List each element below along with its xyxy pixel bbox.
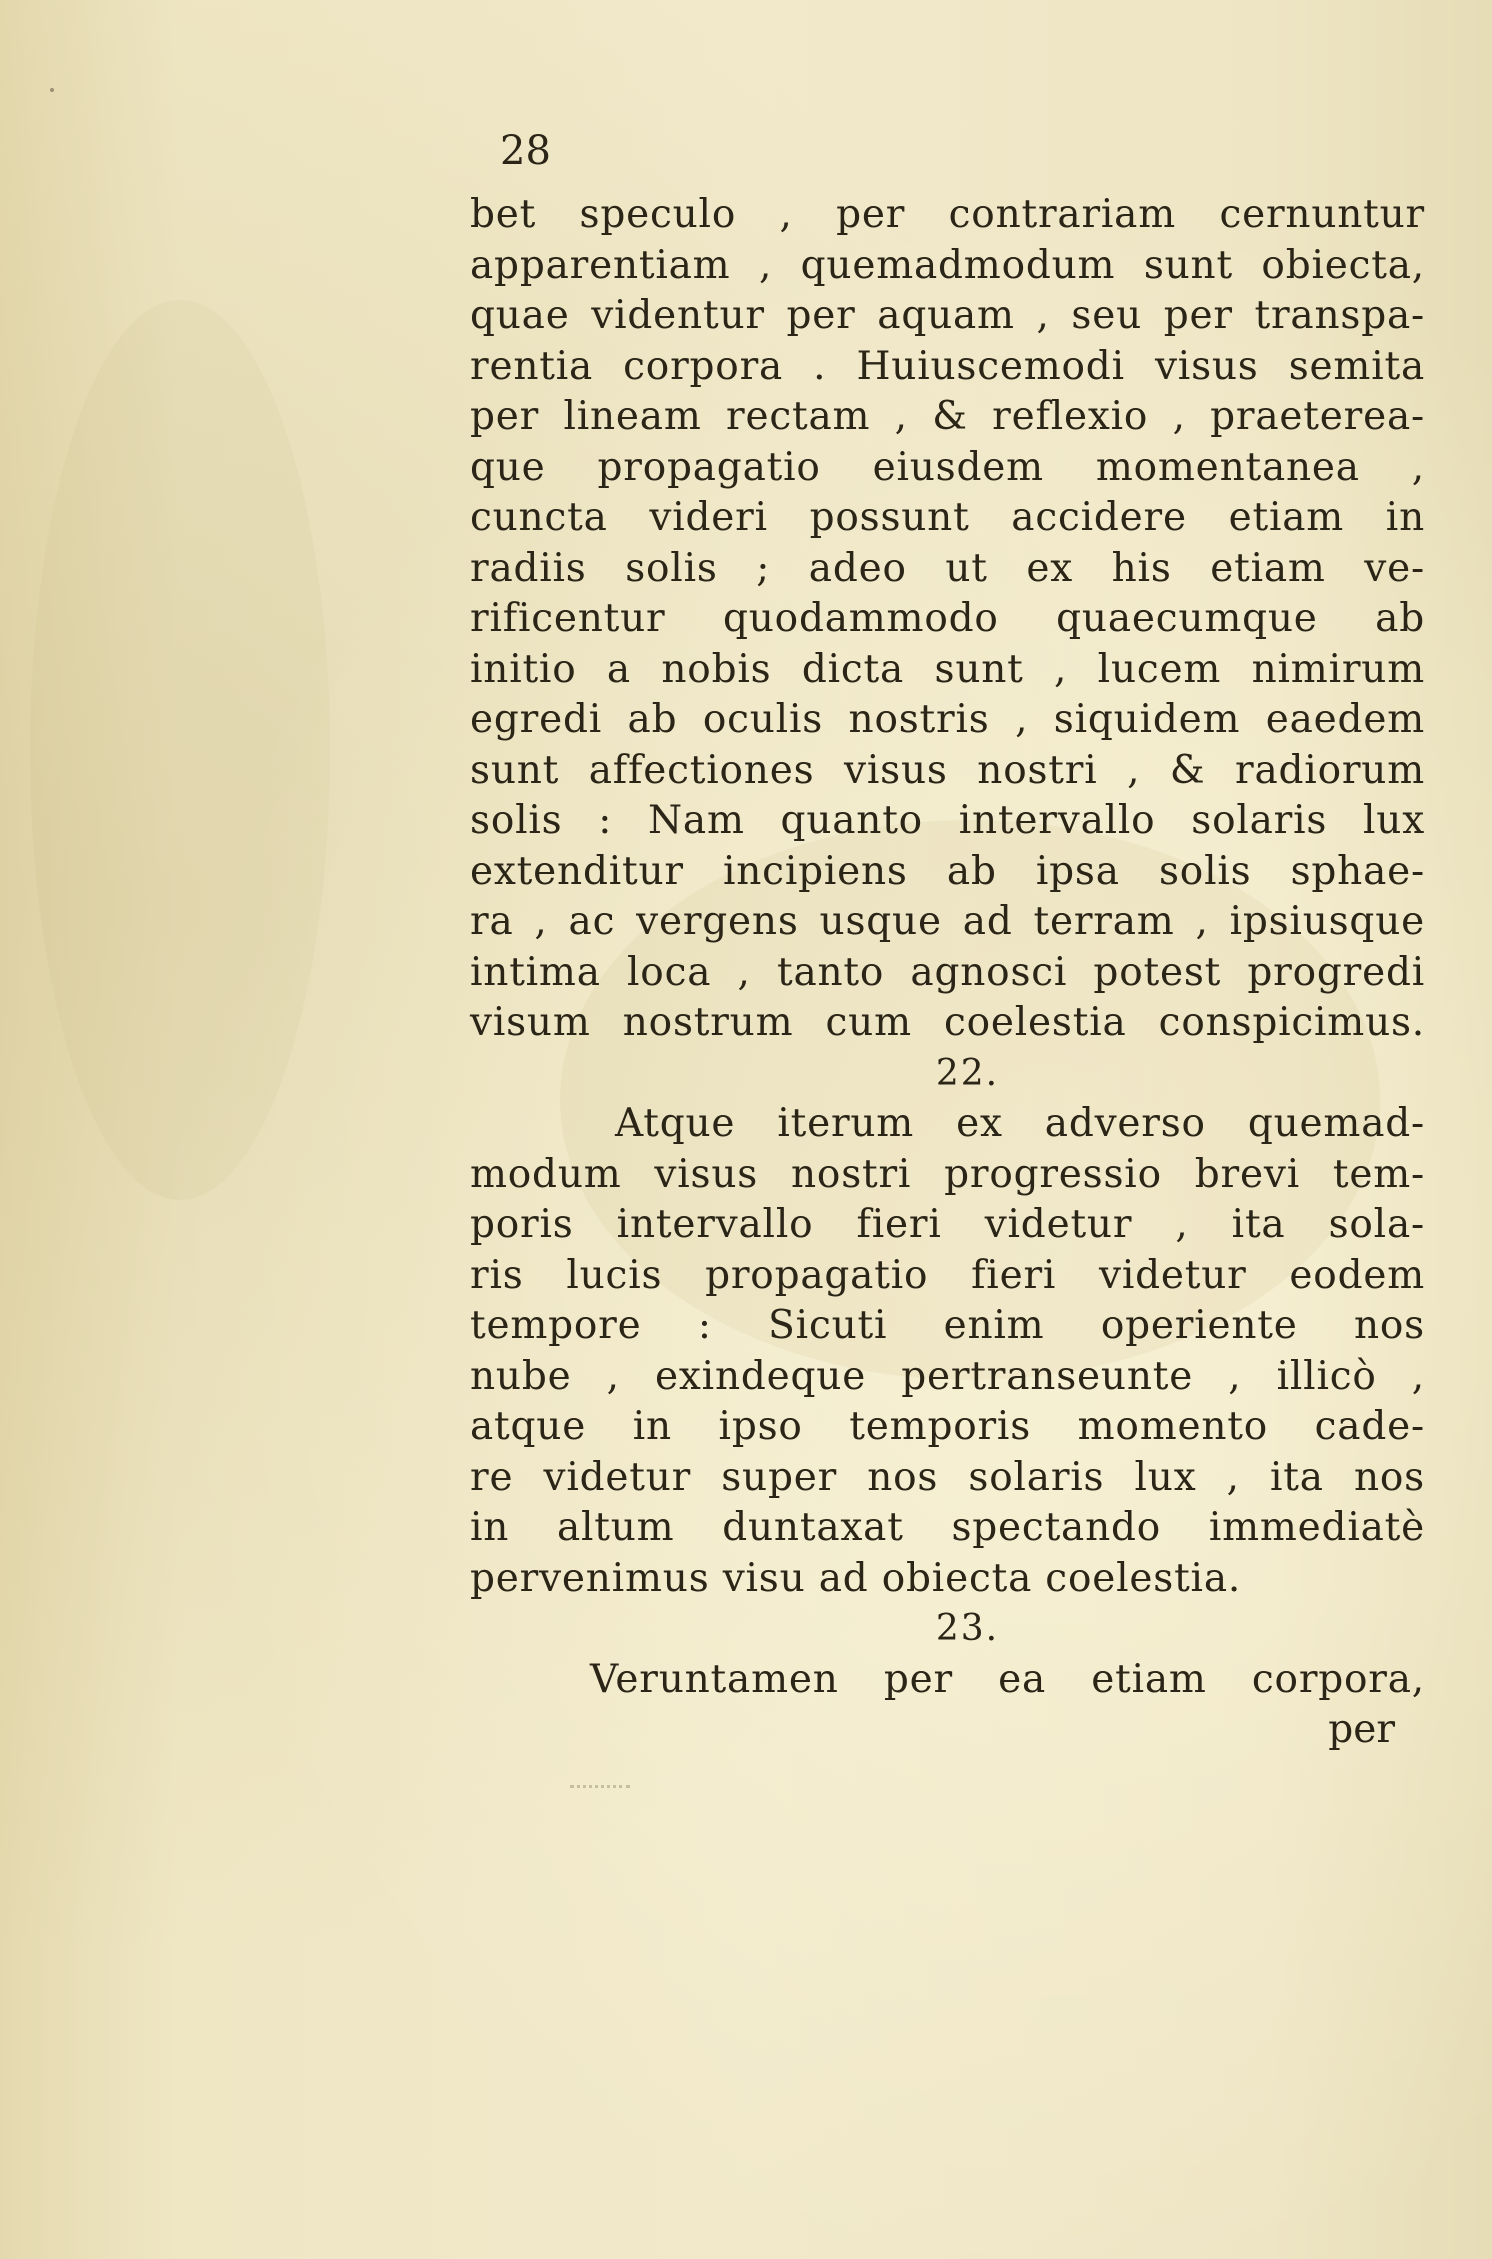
paper-stain: [30, 300, 330, 1200]
text-body: [470, 140, 1425, 1756]
text-line: rentia corpora . Huiuscemodi visus semita: [470, 343, 1425, 389]
paragraph-2: [470, 1099, 1425, 1604]
text-line: visum nostrum cum coelestia conspicimus.: [470, 1000, 1425, 1045]
faint-mark: [570, 1785, 630, 1794]
text-line: pervenimus visu ad obiecta coelestia.: [470, 1555, 1242, 1601]
text-line: modum visus nostri progressio brevi tem-: [470, 1151, 1425, 1197]
text-line: poris intervallo fieri videtur , ita sola-: [470, 1202, 1425, 1247]
text-line: re videtur super nos solaris lux , ita nos: [470, 1454, 1425, 1500]
text-line: cuncta videri possunt accidere etiam in: [470, 495, 1425, 540]
text-line: sunt affectiones visus nostri , & radiorum: [470, 747, 1425, 793]
page-number: 28: [500, 128, 551, 174]
section-number-22: 22.: [935, 1052, 1000, 1094]
text-line: radiis solis ; adeo ut ex his etiam ve-: [470, 545, 1425, 591]
text-line: Veruntamen per ea etiam corpora,: [590, 1656, 1425, 1702]
text-line: initio a nobis dicta sunt , lucem nimirum: [470, 646, 1425, 692]
text-line: tempore : Sicuti enim operiente nos: [470, 1303, 1425, 1348]
text-line: rificentur quodammodo quaecumque ab: [470, 596, 1425, 641]
catchword: per: [1328, 1707, 1395, 1752]
text-line: que propagatio eiusdem momentanea ,: [470, 444, 1425, 490]
text-line: nube , exindeque pertranseunte , illicò ,: [470, 1353, 1425, 1399]
section-number-23: 23.: [935, 1608, 1000, 1649]
text-line: bet speculo , per contrariam cernuntur: [470, 192, 1425, 237]
paragraph-3: [470, 1655, 1425, 1706]
text-line: Atque iterum ex adverso quemad-: [615, 1101, 1425, 1146]
text-line: quae videntur per aquam , seu per transpa-: [470, 293, 1425, 338]
text-line: per lineam rectam , & reflexio , praeterea-: [470, 394, 1425, 439]
text-line: ra , ac vergens usque ad terram , ipsiusque: [470, 899, 1425, 944]
text-line: egredi ab oculis nostris , siquidem eaedem: [470, 697, 1425, 742]
text-line: apparentiam , quemadmodum sunt obiecta,: [470, 242, 1425, 288]
ink-speck: [50, 88, 54, 92]
text-line: extenditur incipiens ab ipsa solis sphae-: [470, 848, 1425, 894]
text-line: atque in ipso temporis momento cade-: [470, 1404, 1425, 1449]
text-line: in altum duntaxat spectando immediatè: [470, 1505, 1425, 1550]
text-line: ris lucis propagatio fieri videtur eodem: [470, 1252, 1425, 1298]
text-line: intima loca , tanto agnosci potest progredi: [470, 949, 1425, 995]
paragraph-1: [470, 190, 1425, 1049]
text-line: solis : Nam quanto intervallo solaris lux: [470, 798, 1425, 843]
